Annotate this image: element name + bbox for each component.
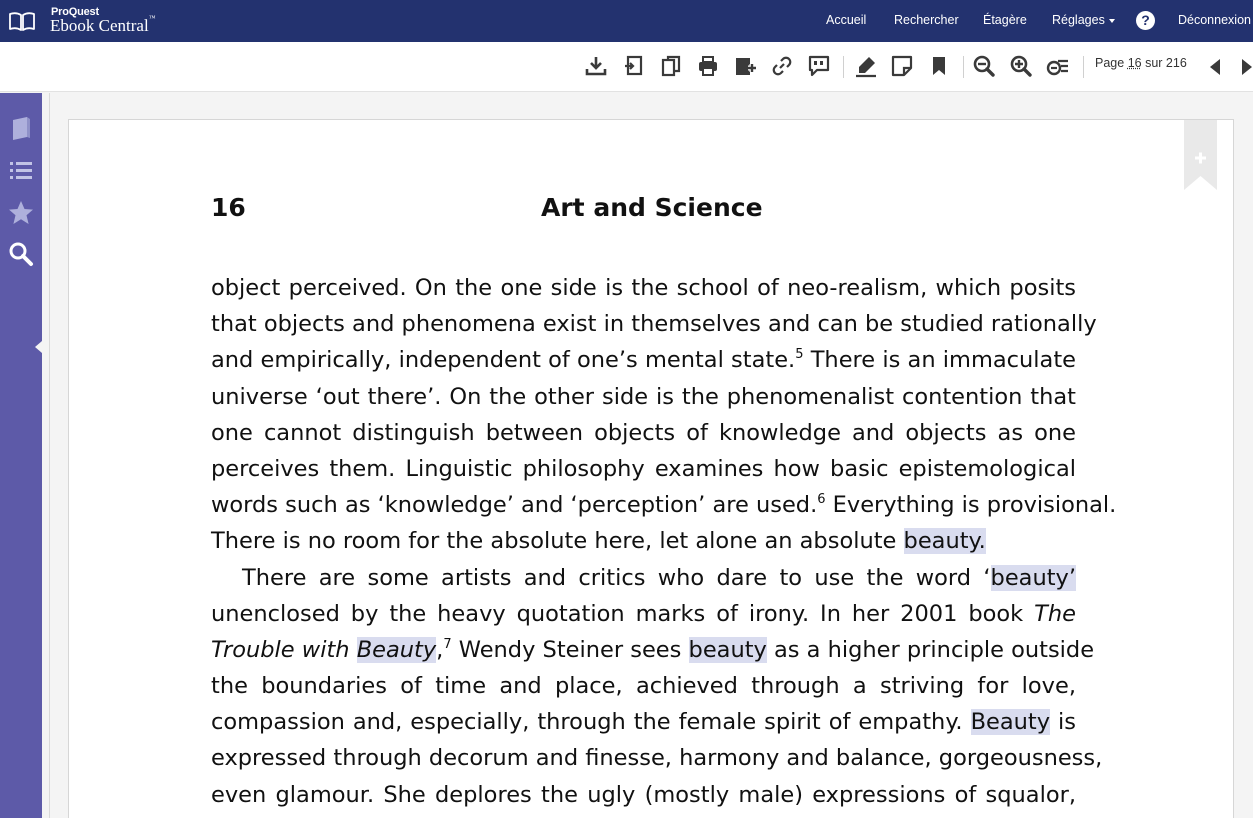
page-total: sur 216 [1145,56,1187,70]
trademark-symbol: ™ [148,14,156,22]
text-line[interactable] [211,740,1103,776]
current-page-number[interactable]: 16 [1127,56,1142,70]
text-segment: and empirically, independent of one’s mental state. [211,347,796,374]
text-line[interactable] [211,342,1076,378]
footnote-marker[interactable]: 7 [443,636,452,652]
export-citation-icon[interactable] [622,54,646,78]
text-segment: , [436,636,444,663]
copy-icon[interactable] [659,54,683,78]
text-segment: Everything is provisional. [825,492,1117,519]
text-segment: expressed through decorum and finesse, harmony and balance, gorgeousness, [211,745,1103,772]
caret-down-icon [1109,19,1115,23]
search-highlight: beauty. [903,528,986,555]
zoom-in-icon[interactable] [1009,54,1033,78]
text-segment: even glamour. She deplores the ugly (mostly male) expressions of squalor, [211,781,1076,808]
share-link-icon[interactable] [770,54,794,78]
nav-accueil[interactable]: Accueil [826,13,867,27]
help-icon[interactable]: ? [1136,11,1155,30]
nav-reglages-label: Réglages [1052,13,1105,27]
text-segment: There is no room for the absolute here, let alone an absolute [211,528,904,555]
text-line[interactable] [211,306,1097,342]
book-page-number: 16 [211,193,246,222]
toolbar-separator [1083,56,1084,78]
note-icon[interactable] [890,54,914,78]
footnote-marker[interactable]: 6 [817,492,826,508]
favorites-star-icon[interactable] [8,200,34,226]
text-segment: as a higher principle outside [766,636,1095,663]
text-line[interactable] [211,596,1076,632]
brand-name-text: Ebook Central [50,16,149,35]
text-line[interactable] [211,777,1076,813]
book-icon[interactable] [8,115,34,141]
text-line[interactable] [211,704,1076,740]
zoom-out-icon[interactable] [972,54,996,78]
nav-reglages-dropdown[interactable] [1052,13,1115,27]
panel-divider [49,93,50,818]
text-segment: that objects and phenomena exist in themselves and can be studied rationally [211,311,1097,338]
toolbar-separator [963,56,964,78]
text-segment: one cannot distinguish between objects of knowledge and objects as one [211,419,1076,446]
top-navigation-bar [0,0,1253,42]
text-line[interactable] [211,415,1076,451]
page-prefix: Page [1095,56,1125,70]
fit-page-icon[interactable] [1046,54,1070,78]
text-line[interactable] [211,632,1095,668]
nav-deconnexion[interactable]: Déconnexion [1178,13,1251,27]
text-segment: The [1034,600,1076,627]
running-head: Art and Science [541,193,763,222]
footnote-marker[interactable]: 5 [795,347,804,363]
search-highlight: Beauty [356,636,437,663]
toc-list-icon[interactable] [8,158,34,184]
brand-publisher: ProQuest [51,6,99,18]
text-line[interactable] [211,560,1076,596]
text-segment: compassion and, especially, through the female spirit of empathy. [211,709,971,736]
text-segment: There are some artists and critics who dare to use the word ‘ [242,564,991,591]
active-panel-pointer [35,341,42,353]
text-segment: Trouble with [211,636,357,663]
text-line[interactable] [211,270,1076,306]
text-segment: perceives them. Linguistic philosophy examines how basic epistemological [211,455,1076,482]
brand-name[interactable] [50,16,156,36]
text-segment: is [1050,709,1076,736]
text-segment: unenclosed by the heavy quotation marks of irony. In her 2001 book [211,600,1035,627]
text-segment: the boundaries of time and place, achieved through a striving for love, [211,673,1076,700]
print-icon[interactable] [696,54,720,78]
text-segment: Wendy Steiner sees [451,636,689,663]
text-segment: words such as ‘knowledge’ and ‘perception’ are used. [211,492,818,519]
nav-etagere[interactable]: Étagère [983,13,1027,27]
page-bookmark-ribbon-icon[interactable] [1184,120,1217,190]
text-segment: universe ‘out there’. On the other side is the phenomenalist contention that [211,383,1076,410]
search-highlight: beauty’ [990,564,1076,591]
bookmark-icon[interactable] [927,54,951,78]
search-highlight: Beauty [970,709,1051,736]
text-segment: There is an immaculate [803,347,1076,374]
text-line[interactable] [211,487,1117,523]
reader-toolbar [0,42,1253,92]
text-line[interactable] [211,523,1076,559]
download-icon[interactable] [584,54,608,78]
cite-icon[interactable] [807,54,831,78]
previous-page-icon[interactable] [1207,56,1223,78]
text-segment: object perceived. On the one side is the school of neo-realism, which posits [211,275,1076,301]
toolbar-separator [843,56,844,78]
text-line[interactable] [211,668,1076,704]
add-to-shelf-icon[interactable] [733,54,757,78]
book-body-text[interactable] [211,270,1117,813]
text-line[interactable] [211,379,1076,415]
next-page-icon[interactable] [1240,56,1253,78]
nav-rechercher[interactable]: Rechercher [894,13,959,27]
highlight-icon[interactable] [854,54,878,78]
search-highlight: beauty [688,636,767,663]
page-indicator[interactable] [1095,56,1187,70]
text-line[interactable] [211,451,1076,487]
search-icon[interactable] [8,241,34,267]
open-book-logo-icon[interactable] [8,9,36,33]
left-sidebar [0,93,42,818]
